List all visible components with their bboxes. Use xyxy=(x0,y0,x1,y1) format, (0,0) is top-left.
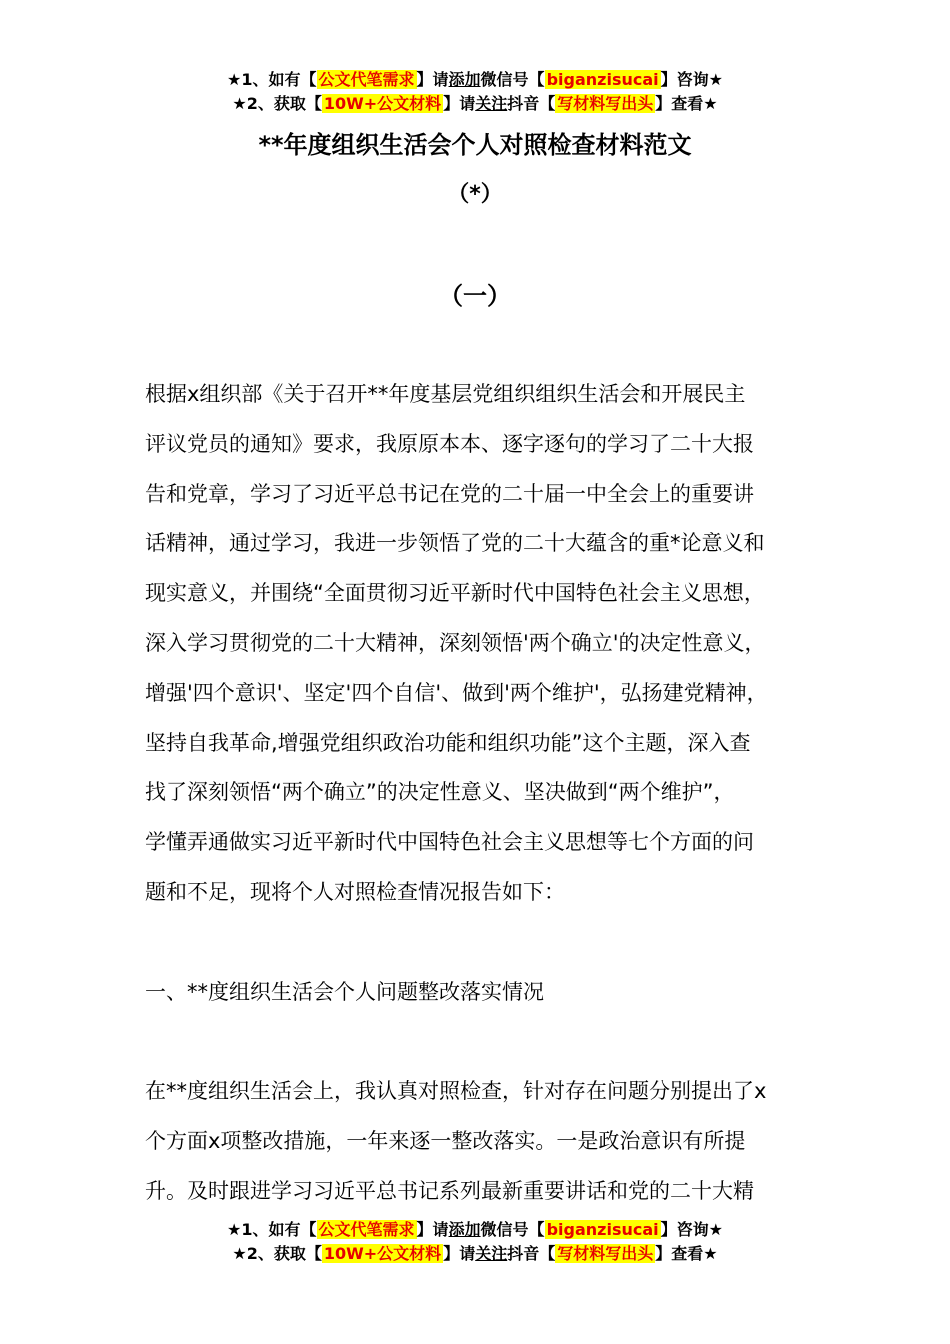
banner-emphasis: 添加 xyxy=(448,70,481,89)
banner-text: 】咨询★ xyxy=(660,1220,723,1239)
banner-line-2 xyxy=(0,1242,950,1266)
paragraph-line: 在**度组织生活会上，我认真对照检查，针对存在问题分别提出了x xyxy=(145,1079,767,1103)
banner-emphasis: 关注 xyxy=(475,94,508,113)
banner-highlight: 写材料写出头 xyxy=(557,94,654,113)
banner-line-1 xyxy=(0,1218,950,1242)
section-number: （一） xyxy=(439,282,511,310)
document-subtitle: （*） xyxy=(447,182,503,207)
banner-highlight: 公文代笔需求 xyxy=(318,70,415,89)
paragraph-line: 评议党员的通知》要求，我原原本本、逐字逐句的学习了二十大报 xyxy=(145,432,754,456)
banner-text: 】查看★ xyxy=(655,1244,718,1263)
paragraph-line: 学懂弄通做实习近平新时代中国特色社会主义思想等七个方面的问 xyxy=(145,830,754,854)
paragraph-line: 找了深刻领悟“两个确立”的决定性意义、坚决做到“两个维护”， xyxy=(145,780,735,804)
footer-banner xyxy=(0,1218,950,1266)
paragraph-line: 现实意义，并围绕“全面贯彻习近平新时代中国特色社会主义思想， xyxy=(145,581,765,605)
paragraph-line: 增强'四个意识'、坚定'四个自信'、做到'两个维护'，弘扬建党精神， xyxy=(145,681,768,705)
banner-text: ★2、获取【 xyxy=(232,94,322,113)
paragraph-line: 深入学习贯彻党的二十大精神，深刻领悟'两个确立'的决定性意义， xyxy=(145,631,766,655)
section-heading: 一、**度组织生活会个人问题整改落实情况 xyxy=(145,980,544,1004)
banner-highlight: 公文代笔需求 xyxy=(318,1220,415,1239)
paragraph-line: 话精神，通过学习，我进一步领悟了党的二十大蕴含的重*论意义和 xyxy=(145,531,765,555)
banner-highlight: biganzisucai xyxy=(546,70,659,89)
banner-highlight: biganzisucai xyxy=(546,1220,659,1239)
banner-text: 】请 xyxy=(416,1220,449,1239)
banner-text: 】请 xyxy=(416,70,449,89)
banner-highlight: 10W+公文材料 xyxy=(323,1244,442,1263)
banner-emphasis: 添加 xyxy=(448,1220,481,1239)
banner-text: ★2、获取【 xyxy=(232,1244,322,1263)
paragraph-line: 题和不足，现将个人对照检查情况报告如下： xyxy=(145,880,565,904)
banner-text: 】查看★ xyxy=(655,94,718,113)
paragraph-line: 升。及时跟进学习习近平总书记系列最新重要讲话和党的二十大精 xyxy=(145,1179,754,1203)
banner-text: 微信号【 xyxy=(480,1220,545,1239)
banner-text: 微信号【 xyxy=(480,70,545,89)
banner-text: 抖音【 xyxy=(507,1244,556,1263)
paragraph-line: 告和党章，学习了习近平总书记在党的二十届一中全会上的重要讲 xyxy=(145,482,754,506)
banner-highlight: 写材料写出头 xyxy=(557,1244,654,1263)
document-title: **年度组织生活会个人对照检查材料范文 xyxy=(258,131,692,159)
paragraph-line: 坚持自我革命,增强党组织政治功能和组织功能”这个主题，深入查 xyxy=(145,731,751,755)
banner-text: 】请 xyxy=(443,1244,476,1263)
banner-highlight: 10W+公文材料 xyxy=(323,94,442,113)
banner-text: 】咨询★ xyxy=(660,70,723,89)
banner-text: 】请 xyxy=(443,94,476,113)
banner-text: ★1、如有【 xyxy=(227,1220,317,1239)
banner-line-2 xyxy=(0,92,950,116)
header-banner xyxy=(0,68,950,116)
paragraph-line: 个方面x项整改措施，一年来逐一整改落实。一是政治意识有所提 xyxy=(145,1129,746,1153)
paragraph-line: 根据x组织部《关于召开**年度基层党组织组织生活会和开展民主 xyxy=(145,382,746,406)
banner-emphasis: 关注 xyxy=(475,1244,508,1263)
banner-line-1 xyxy=(0,68,950,92)
banner-text: ★1、如有【 xyxy=(227,70,317,89)
banner-text: 抖音【 xyxy=(507,94,556,113)
